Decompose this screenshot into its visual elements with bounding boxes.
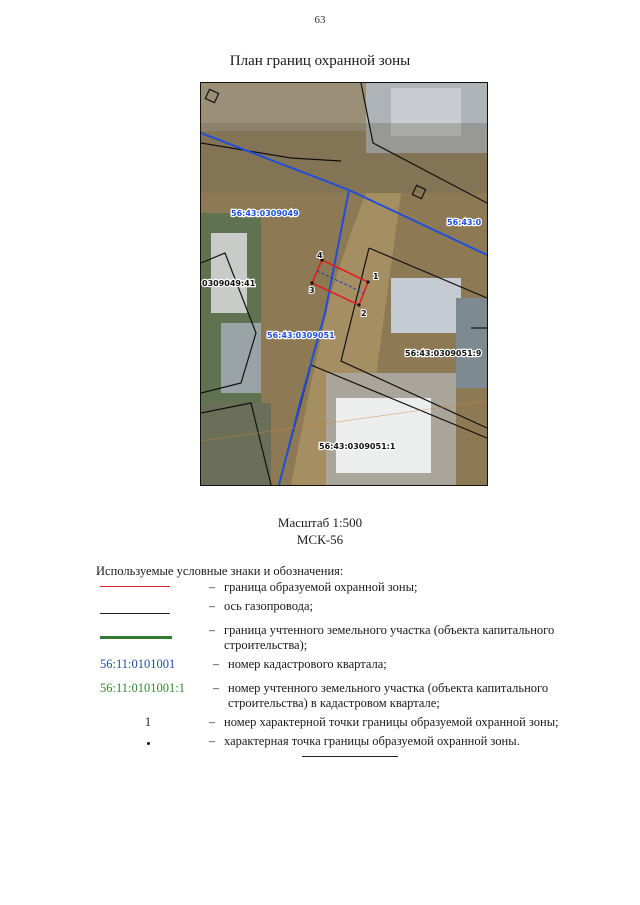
label-quarter-51: 56:43:0309051 — [267, 331, 335, 340]
legend-dash: – — [208, 623, 216, 637]
legend-dash: – — [208, 599, 216, 613]
zone-point-label-3: 3 — [309, 286, 315, 295]
map-frame — [200, 82, 488, 486]
legend-symbol-red-line — [96, 580, 200, 595]
map-building-center-right — [391, 278, 461, 333]
legend-title: Используемые условные знаки и обозначения: — [96, 564, 344, 578]
map-yard-right — [456, 298, 487, 388]
label-quarter-49: 56:43:0309049 — [231, 209, 299, 218]
coordinate-system: МСК-56 — [296, 532, 344, 547]
legend-desc: граница образуемой охранной зоны; — [224, 580, 418, 594]
legend-desc: граница учтенного земельного участка (объекта капитального строительства); — [224, 623, 555, 652]
zone-point-2 — [357, 303, 360, 306]
zone-point-label-1: 1 — [373, 272, 379, 281]
scale-text: Масштаб 1:500 — [277, 515, 363, 530]
legend-item-zone-boundary — [96, 580, 596, 595]
label-quarter-01: 56:43:0 — [447, 218, 482, 227]
legend-desc: номер учтенного земельного участка (объекта капитального строительства) в кадастровом квартале; — [228, 681, 549, 710]
legend — [96, 564, 596, 753]
legend-dash: – — [208, 715, 216, 729]
legend-dash: – — [208, 580, 216, 594]
zone-point-3 — [310, 281, 313, 284]
legend-desc: номер характерной точки границы образуемой охранной зоны; — [224, 715, 559, 729]
legend-symbol-parcel-number: 56:11:0101001:1 — [100, 681, 185, 695]
label-parcel-49-41: 0309049:41 — [202, 279, 256, 288]
legend-dash: – — [212, 657, 220, 671]
map-street-band — [201, 123, 487, 193]
page-number: 63 — [314, 14, 326, 26]
legend-symbol-point-dot — [96, 734, 200, 749]
legend-dash: – — [212, 681, 220, 695]
legend-item-quarter-number — [96, 657, 596, 672]
label-parcel-51-9: 56:43:0309051:9 — [405, 349, 482, 358]
legend-item-point-marker — [96, 734, 596, 749]
label-parcel-51-1: 56:43:0309051:1 — [319, 442, 396, 451]
legend-symbol-black-line — [96, 599, 200, 614]
legend-symbol-green-line — [96, 623, 200, 638]
closing-rule — [302, 756, 398, 757]
plan-title: План границ охранной зоны — [229, 53, 411, 69]
map-building-left — [211, 233, 247, 313]
legend-item-parcel-boundary — [96, 623, 596, 653]
legend-desc: номер кадастрового квартала; — [228, 657, 387, 671]
legend-item-parcel-number — [96, 681, 596, 711]
legend-desc: характерная точка границы образуемой охранной зоны. — [224, 734, 520, 748]
legend-item-point-number — [96, 715, 596, 730]
legend-symbol-point-number: 1 — [144, 715, 152, 729]
cadastral-map — [201, 83, 487, 485]
zone-point-1 — [366, 280, 369, 283]
legend-desc: ось газопровода; — [224, 599, 314, 613]
legend-symbol-quarter-number: 56:11:0101001 — [100, 657, 176, 671]
legend-item-gas-axis — [96, 599, 596, 614]
legend-dash: – — [208, 734, 216, 748]
zone-point-label-4: 4 — [317, 251, 323, 260]
scale-block — [0, 514, 640, 548]
zone-point-label-2: 2 — [361, 309, 367, 318]
